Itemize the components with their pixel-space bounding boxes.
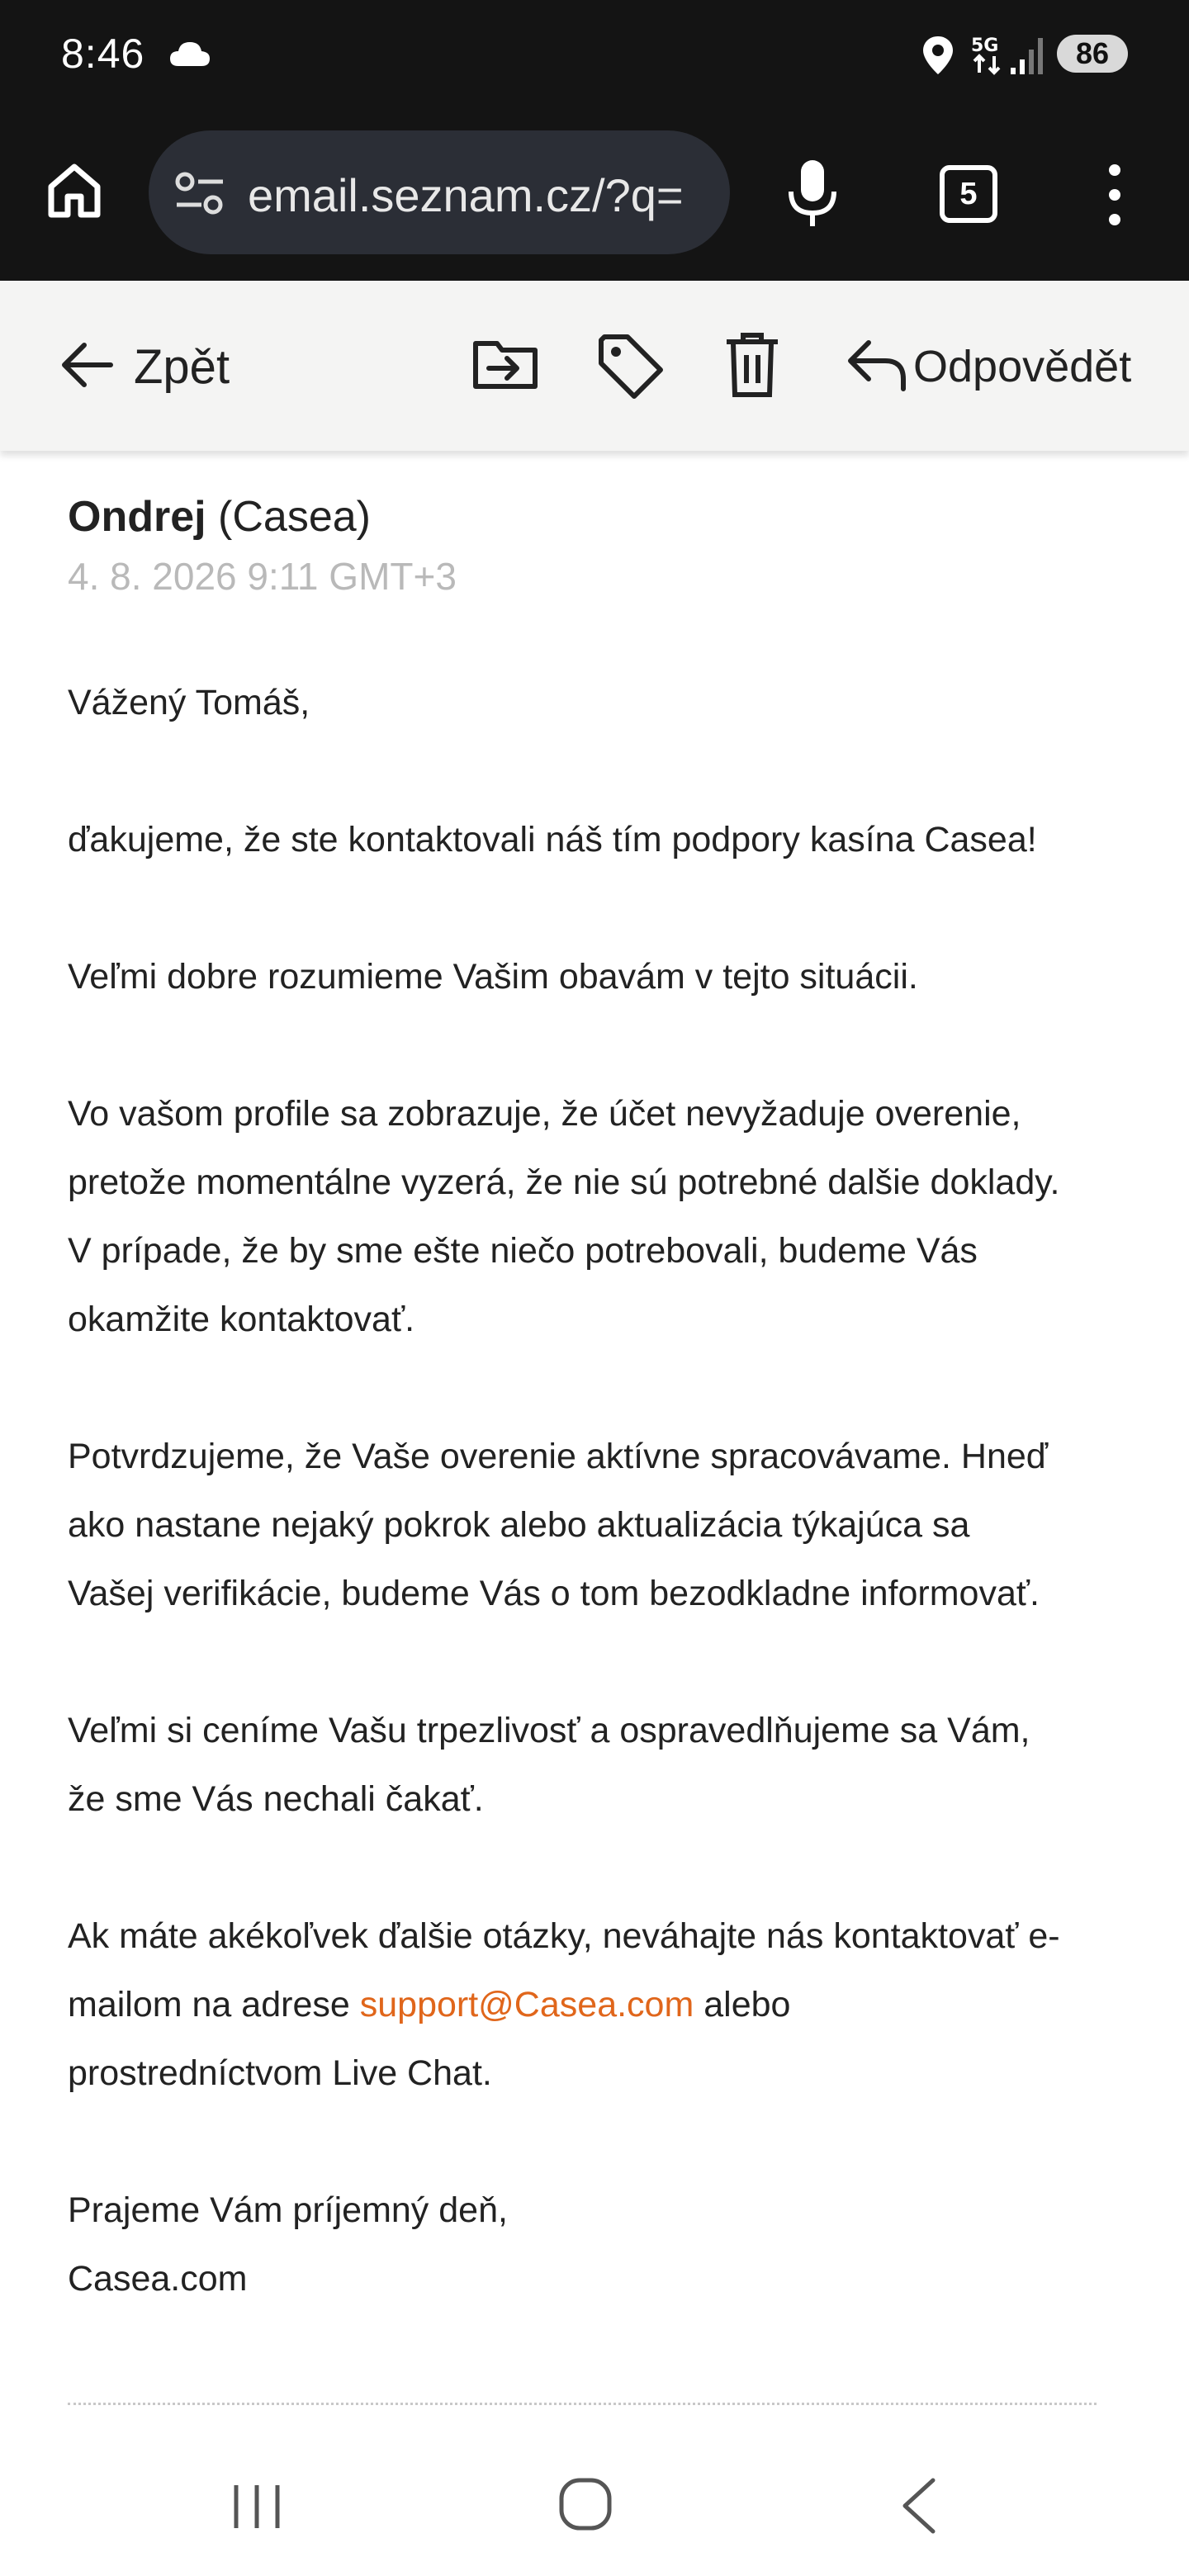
browser-bar bbox=[0, 112, 1189, 281]
paragraph: ďakujeme, že ste kontaktovali náš tím podpory kasína Casea! bbox=[68, 820, 1037, 859]
signature: Casea.com bbox=[68, 2259, 248, 2299]
reply-button[interactable] bbox=[846, 334, 1131, 400]
paragraph: Potvrdzujeme, že Vaše overenie aktívne spracovávame. Hneď ako nastane nejaký pokrok alebo aktualizácia týkajúca sa Vašej verifikácie, budeme Vás o tom bezodkladne informovať. bbox=[68, 1437, 1049, 1613]
closing: Prajeme Vám príjemný deň, Casea.com bbox=[68, 2190, 508, 2299]
network-5g-icon bbox=[969, 33, 1007, 80]
sender-org: (Casea) bbox=[218, 493, 371, 541]
home-button-icon[interactable] bbox=[558, 2477, 613, 2536]
back-arrow-icon bbox=[59, 340, 114, 394]
navigation-bar bbox=[0, 2444, 1189, 2576]
greeting: Vážený Tomáš, bbox=[68, 683, 310, 722]
svg-text:5G: 5G bbox=[971, 36, 999, 56]
email-date: 4. 8. 2026 9:11 GMT+3 bbox=[68, 555, 457, 598]
move-to-folder-icon[interactable] bbox=[472, 332, 538, 402]
signal-icon bbox=[1009, 36, 1047, 80]
battery-icon: 86 bbox=[1057, 35, 1128, 73]
location-icon bbox=[921, 35, 955, 80]
cloud-icon bbox=[168, 40, 211, 72]
support-email-link[interactable]: support@Casea.com bbox=[359, 1985, 694, 2024]
paragraph: Ak máte akékoľvek ďalšie otázky, neváhajte nás kontaktovať e- mailom na adrese support@Casea.com alebo prostredníctvom Live Chat. bbox=[68, 1916, 1060, 2093]
paragraph: Veľmi dobre rozumieme Vašim obavám v tejto situácii. bbox=[68, 957, 918, 997]
status-time: 8:46 bbox=[61, 31, 145, 77]
site-settings-icon[interactable] bbox=[173, 170, 226, 220]
sender bbox=[68, 487, 1108, 547]
back-button[interactable] bbox=[59, 334, 230, 400]
mic-icon[interactable] bbox=[786, 159, 839, 232]
reply-label: Odpovědět bbox=[913, 342, 1132, 391]
email-toolbar bbox=[0, 281, 1189, 451]
back-label: Zpět bbox=[134, 339, 230, 394]
more-menu-icon[interactable] bbox=[1103, 162, 1126, 232]
address-bar[interactable] bbox=[149, 130, 730, 254]
email-message bbox=[68, 487, 1108, 2313]
tabs-icon[interactable]: 5 bbox=[940, 165, 997, 223]
recent-apps-icon[interactable] bbox=[231, 2482, 282, 2536]
back-nav-icon[interactable] bbox=[898, 2477, 940, 2539]
email-body bbox=[68, 669, 1108, 2313]
sender-name: Ondrej bbox=[68, 493, 206, 541]
status-bar bbox=[0, 0, 1189, 112]
paragraph: Veľmi si ceníme Vašu trpezlivosť a ospravedlňujeme sa Vám, že sme Vás nechali čakať. bbox=[68, 1711, 1030, 1819]
url-text[interactable]: email.seznam.cz/?q= bbox=[248, 169, 684, 221]
divider bbox=[68, 2403, 1097, 2405]
label-tag-icon[interactable] bbox=[596, 332, 666, 405]
trash-icon[interactable] bbox=[725, 332, 779, 402]
home-icon[interactable] bbox=[45, 160, 104, 224]
paragraph: Vo vašom profile sa zobrazuje, že účet nevyžaduje overenie, pretože momentálne vyzerá, že nie sú potrebné dalšie doklady. V prípade, že by sme ešte niečo potrebovali, budeme Vás okamžite kontaktovať. bbox=[68, 1094, 1060, 1339]
reply-icon bbox=[846, 338, 907, 396]
